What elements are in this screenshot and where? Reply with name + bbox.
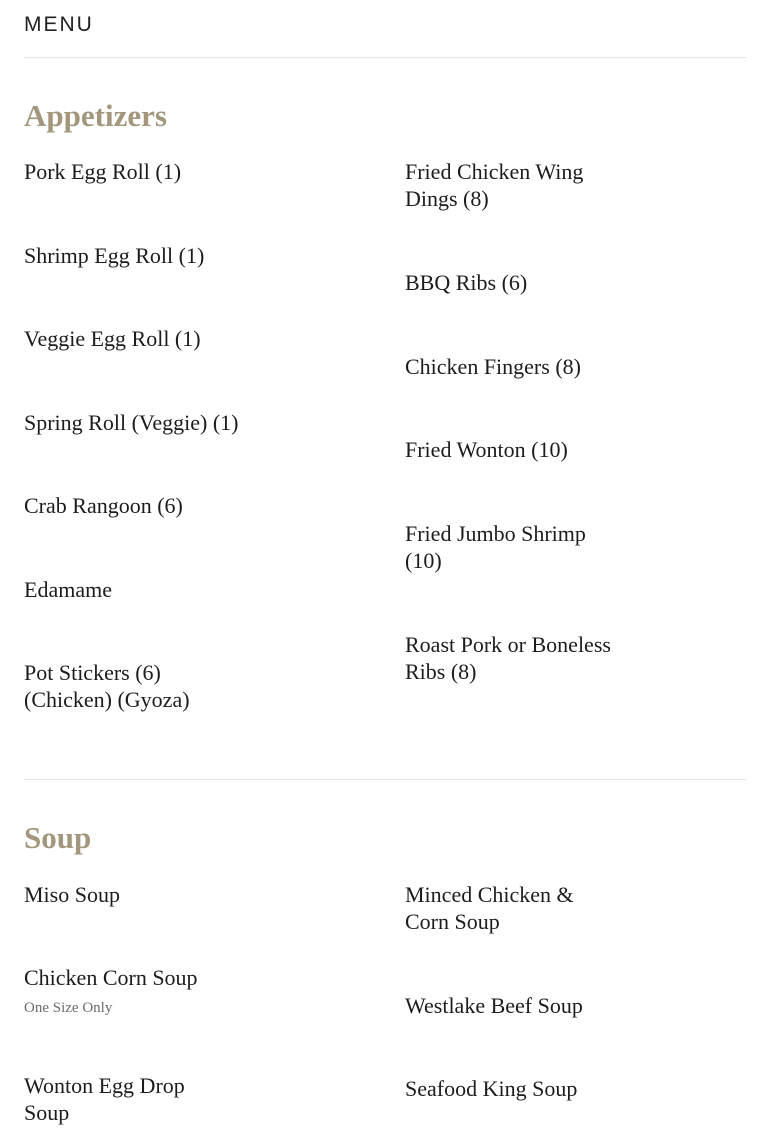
item-name: Spring Roll (Veggie) (1) — [24, 410, 239, 435]
item-name: Chicken Corn Soup — [24, 965, 198, 990]
item-name: Wonton Egg Drop Soup — [24, 1073, 185, 1125]
menu-item[interactable] — [405, 631, 635, 685]
menu-item[interactable] — [405, 1075, 635, 1102]
item-note: One Size Only — [24, 1000, 113, 1016]
menu-item[interactable] — [24, 325, 254, 352]
menu-item[interactable] — [405, 353, 635, 380]
item-name: Minced Chicken & Corn Soup — [405, 882, 574, 934]
menu-item[interactable] — [24, 158, 254, 185]
item-name: Edamame — [24, 577, 112, 602]
menu-item[interactable] — [24, 576, 254, 603]
item-name: Veggie Egg Roll (1) — [24, 326, 201, 351]
item-name: Miso Soup — [24, 882, 120, 907]
item-name: Crab Rangoon (6) — [24, 493, 183, 518]
menu-item[interactable] — [405, 520, 620, 574]
item-name: Roast Pork or Boneless Ribs (8) — [405, 632, 611, 684]
menu-item[interactable] — [24, 659, 224, 713]
menu-item[interactable] — [405, 881, 605, 935]
menu-item[interactable] — [24, 964, 254, 1017]
menu-item[interactable] — [24, 492, 254, 519]
menu-item[interactable] — [405, 269, 635, 296]
item-name: Pot Stickers (6) (Chicken) (Gyoza) — [24, 660, 190, 712]
item-name: Shrimp Egg Roll (1) — [24, 243, 205, 268]
menu-item[interactable] — [24, 1072, 224, 1126]
menu-item[interactable] — [405, 992, 635, 1019]
header-divider — [24, 57, 746, 58]
menu-item[interactable] — [24, 242, 254, 269]
menu-item[interactable] — [405, 436, 635, 463]
item-name: Fried Wonton (10) — [405, 437, 568, 462]
item-name: Chicken Fingers (8) — [405, 354, 581, 379]
section-title-soup: Soup — [24, 820, 92, 855]
menu-toggle[interactable]: MENU — [24, 13, 94, 36]
item-name: Seafood King Soup — [405, 1076, 578, 1101]
menu-item[interactable] — [405, 158, 635, 212]
item-name: Westlake Beef Soup — [405, 993, 583, 1018]
item-name: Fried Jumbo Shrimp (10) — [405, 521, 586, 573]
item-name: BBQ Ribs (6) — [405, 270, 528, 295]
item-name: Pork Egg Roll (1) — [24, 159, 182, 184]
item-name: Fried Chicken Wing Dings (8) — [405, 159, 584, 211]
menu-item[interactable] — [24, 881, 254, 908]
section-title-appetizers: Appetizers — [24, 98, 167, 133]
section-divider — [24, 779, 746, 780]
menu-item[interactable] — [24, 409, 254, 436]
